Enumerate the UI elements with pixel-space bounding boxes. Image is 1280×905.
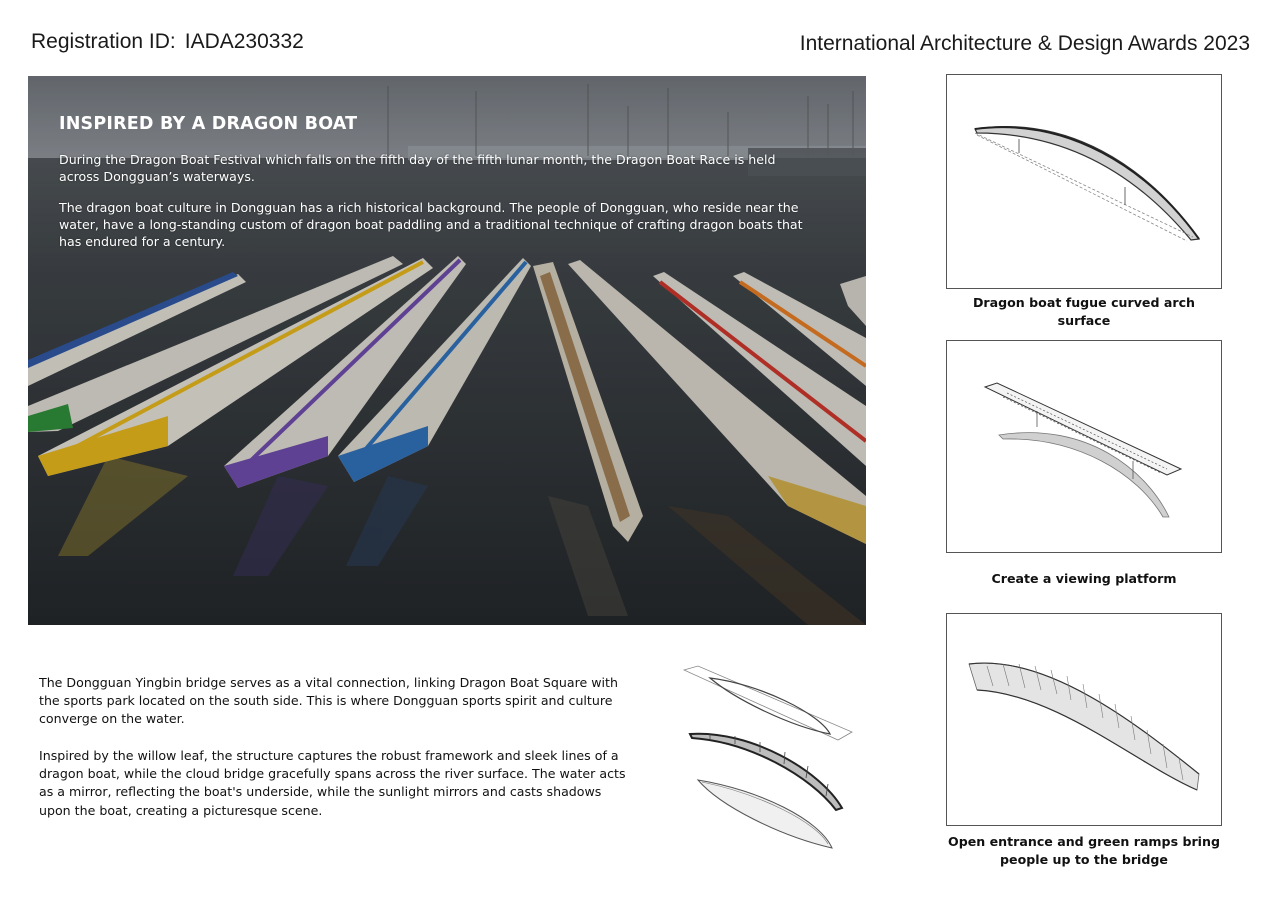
registration-value: IADA230332 — [184, 30, 304, 53]
viewing-platform-diagram — [946, 340, 1222, 553]
caption-viewing-platform: Create a viewing platform — [991, 571, 1177, 586]
dragon-boats-photo — [28, 76, 866, 625]
arch-surface-diagram — [946, 74, 1222, 289]
exploded-structure-diagram — [680, 660, 870, 860]
open-entrance-drawing — [947, 614, 1221, 825]
body-paragraph-1: The Dongguan Yingbin bridge serves as a vital connection, linking Dragon Boat Square with the sports park located on the south side. This is where Dongguan sports spirit and culture converge on the water. — [39, 675, 618, 727]
exploded-layers-drawing — [680, 660, 870, 855]
award-title: International Architecture & Design Awards 2023 — [799, 32, 1250, 55]
viewing-platform-drawing — [947, 341, 1221, 552]
registration-id — [31, 30, 304, 54]
caption-arch-surface: Dragon boat fugue curved arch surface — [972, 295, 1196, 328]
hero-paragraph-2: The dragon boat culture in Dongguan has a rich historical background. The people of Dongguan, who reside near the water, have a long-standing custom of dragon boat paddling and a traditional technique of crafting dragon boats that has endured for a century. — [59, 200, 803, 249]
registration-label: Registration ID: — [31, 30, 176, 53]
open-entrance-diagram — [946, 613, 1222, 826]
body-paragraph-2: Inspired by the willow leaf, the structure captures the robust framework and sleek lines of a dragon boat, while the cloud bridge gracefully spans across the river surface. The water acts as a mirror, reflecting the boat's underside, while the sunlight mirrors and casts shadows upon the boat, creating a picturesque scene. — [39, 748, 626, 818]
hero-text — [59, 114, 819, 264]
hero-paragraph-1: During the Dragon Boat Festival which falls on the fifth day of the fifth lunar month, the Dragon Boat Race is held across Dongguan’s waterways. — [59, 152, 776, 184]
arch-surface-drawing — [947, 75, 1221, 288]
caption-open-entrance: Open entrance and green ramps bring people up to the bridge — [948, 834, 1220, 867]
hero-title: INSPIRED BY A DRAGON BOAT — [59, 114, 358, 134]
